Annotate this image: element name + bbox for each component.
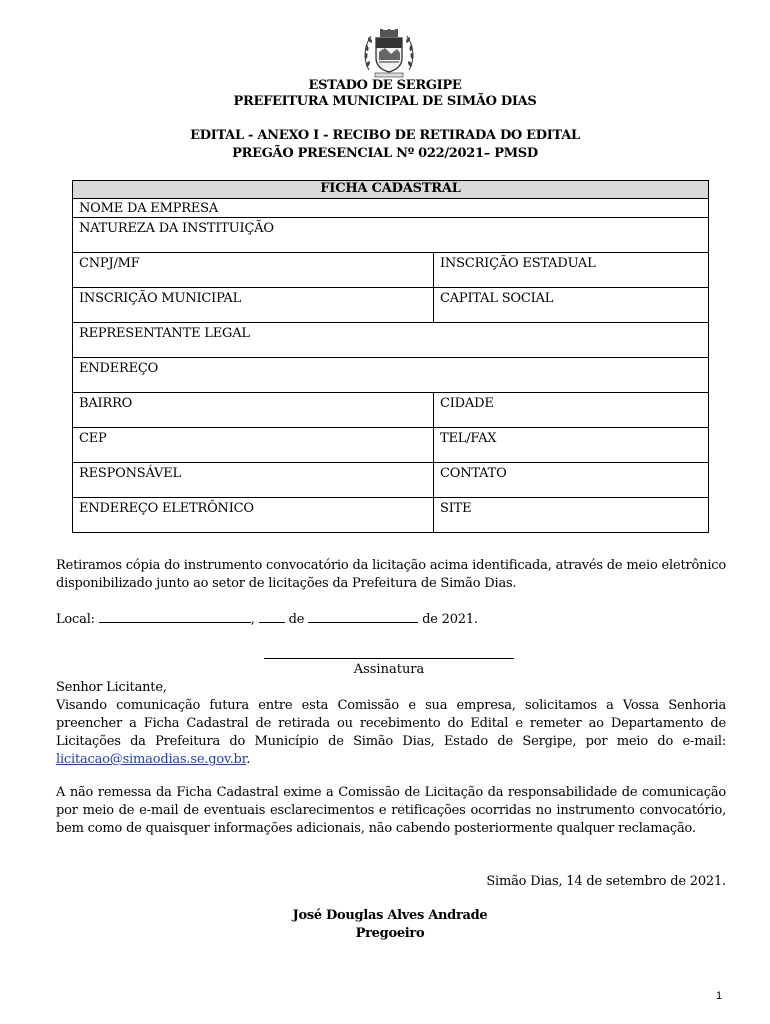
instructions-body: Visando comunicação futura entre esta Comissão e sua empresa, solicitamos a Vossa Senhoria preencher a Ficha Cadastral de retirada ou recebimento do Edital e remeter ao Departamento de Licitações da Prefeitura do Município de Simão Dias, Estado de Sergipe, por meio do e-mail:: [56, 698, 726, 749]
edital-title: EDITAL - ANEXO I - RECIBO DE RETIRADA DO EDITAL: [190, 128, 580, 143]
local-de-2: de 2021.: [422, 612, 478, 627]
instructions-paragraph: [56, 679, 726, 769]
field-website[interactable]: SITE: [434, 498, 709, 533]
registration-form-table: [72, 180, 709, 533]
signatory-role: Pregoeiro: [355, 926, 425, 941]
local-comma: ,: [250, 612, 255, 627]
month-blank[interactable]: [308, 610, 418, 623]
field-municipal-registration[interactable]: INSCRIÇÃO MUNICIPAL: [73, 288, 434, 323]
pregao-subtitle: PREGÃO PRESENCIAL Nº 022/2021– PMSD: [232, 146, 538, 161]
field-institution-nature[interactable]: NATUREZA DA INSTITUIÇÃO: [73, 218, 709, 253]
page-number: 1: [716, 990, 723, 1002]
field-share-capital[interactable]: CAPITAL SOCIAL: [434, 288, 709, 323]
local-de-1: de: [288, 612, 305, 627]
disclaimer-paragraph: A não remessa da Ficha Cadastral exime a Comissão de Licitação da responsabilidade de comunicação por meio de e-mail de eventuais esclarecimentos e retificações ocorridas no instrumento convocatório, bem como de quaisquer informações adicionais, não cabendo posteriormente qualquer reclamação.: [56, 785, 726, 836]
greeting: Senhor Licitante,: [56, 680, 167, 695]
local-label: Local:: [56, 612, 95, 627]
document-date: Simão Dias, 14 de setembro de 2021.: [486, 874, 726, 889]
day-blank[interactable]: [259, 610, 285, 623]
local-date-line: [56, 610, 726, 629]
field-phone-fax[interactable]: TEL/FAX: [434, 428, 709, 463]
field-address[interactable]: ENDEREÇO: [73, 358, 709, 393]
field-company-name[interactable]: NOME DA EMPRESA: [73, 199, 709, 218]
field-responsible[interactable]: RESPONSÁVEL: [73, 463, 434, 498]
field-zip-code[interactable]: CEP: [73, 428, 434, 463]
field-state-registration[interactable]: INSCRIÇÃO ESTADUAL: [434, 253, 709, 288]
form-title: FICHA CADASTRAL: [73, 181, 709, 199]
field-city[interactable]: CIDADE: [434, 393, 709, 428]
field-legal-representative[interactable]: REPRESENTANTE LEGAL: [73, 323, 709, 358]
field-neighborhood[interactable]: BAIRRO: [73, 393, 434, 428]
email-period: .: [246, 752, 251, 767]
signature-line[interactable]: [264, 658, 514, 659]
receipt-statement: Retiramos cópia do instrumento convocatório da licitação acima identificada, através de meio eletrônico disponibilizado junto ao setor de licitações da Prefeitura de Simão Dias.: [56, 558, 726, 591]
signature-label: Assinatura: [353, 662, 425, 677]
municipality-heading: PREFEITURA MUNICIPAL DE SIMÃO DIAS: [233, 94, 537, 109]
field-cnpj[interactable]: CNPJ/MF: [73, 253, 434, 288]
email-link[interactable]: licitacao@simaodias.se.gov.br: [56, 752, 247, 767]
state-heading: ESTADO DE SERGIPE: [308, 78, 462, 93]
field-contact[interactable]: CONTATO: [434, 463, 709, 498]
local-blank[interactable]: [99, 610, 251, 623]
instructions-text: [56, 697, 726, 769]
signatory-name: José Douglas Alves Andrade: [292, 908, 488, 923]
municipal-coat-of-arms-icon: [361, 28, 417, 78]
field-email-address[interactable]: ENDEREÇO ELETRÔNICO: [73, 498, 434, 533]
